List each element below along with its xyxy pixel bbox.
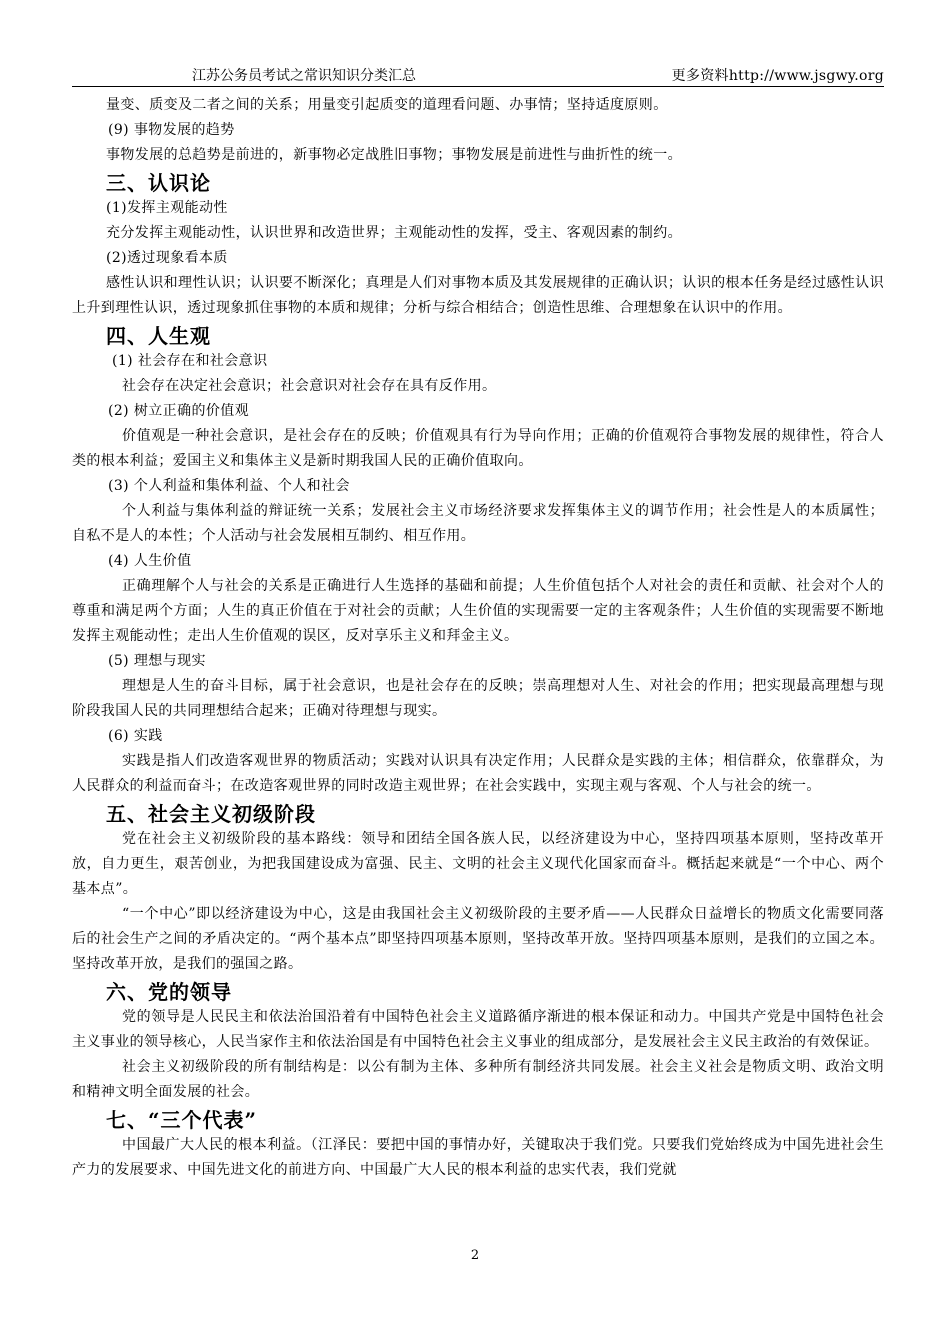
subheading: (3) 个人利益和集体利益、个人和社会 [108,478,350,494]
section-heading: 七、“三个代表” [106,1108,258,1132]
page-header [72,64,884,87]
paragraph: 感性认识和理性认识；认识要不断深化；真理是人们对事物本质及其发展规律的正确认识；认识的根本任务是经过感性认识上升到理性认识，透过现象抓住事物的本质和规律；分析与综合相结合；创造性思维、合理想象在认识中的作用。 [72,275,884,316]
subheading: (4) 人生价值 [108,553,192,569]
section-heading: 五、社会主义初级阶段 [106,802,316,826]
paragraph: 实践是指人们改造客观世界的物质活动；实践对认识具有决定作用；人民群众是实践的主体；相信群众，依靠群众，为人民群众的利益而奋斗；在改造客观世界的同时改造主观世界；在社会实践中，实现主观与客观、个人与社会的统一。 [72,753,884,794]
page-number: 2 [470,1248,480,1263]
paragraph: 社会主义初级阶段的所有制结构是：以公有制为主体、多种所有制经济共同发展。社会主义社会是物质文明、政治文明和精神文明全面发展的社会。 [72,1059,884,1100]
paragraph: 事物发展的总趋势是前进的，新事物必定战胜旧事物；事物发展是前进性与曲折性的统一。 [106,147,682,163]
paragraph: “一个中心”即以经济建设为中心，这是由我国社会主义初级阶段的主要矛盾——人民群众日益增长的物质文化需要同落后的社会生产之间的矛盾决定的。“两个基本点”即坚持四项基本原则，坚持改革开放。坚持四项基本原则，是我们的立国之本。坚持改革开放，是我们的强国之路。 [72,906,884,972]
paragraph: 充分发挥主观能动性，认识世界和改造世界；主观能动性的发挥，受主、客观因素的制约。 [106,225,682,241]
subheading: (1)发挥主观能动性 [106,200,228,216]
section-heading: 四、人生观 [106,324,211,348]
paragraph: 社会存在决定社会意识；社会意识对社会存在具有反作用。 [122,378,497,394]
subheading: (5) 理想与现实 [108,653,206,669]
header-title: 江苏公务员考试之常识知识分类汇总 [192,68,416,84]
paragraph: 正确理解个人与社会的关系是正确进行人生选择的基础和前提；人生价值包括个人对社会的责任和贡献、社会对个人的尊重和满足两个方面；人生的真正价值在于对社会的贡献；人生价值的实现需要一定的主客观条件；人生价值的实现需要不断地发挥主观能动性；走出人生价值观的误区，反对享乐主义和拜金主义。 [72,578,884,644]
section-heading: 六、党的领导 [106,980,232,1004]
paragraph: 中国最广大人民的根本利益。（江泽民：要把中国的事情办好，关键取决于我们党。只要我们党始终成为中国先进社会生产力的发展要求、中国先进文化的前进方向、中国最广大人民的根本利益的忠实代表，我们党就 [72,1137,884,1178]
header-link[interactable]: 更多资料http://www.jsgwy.org [671,68,884,84]
subheading: (1) 社会存在和社会意识 [112,353,268,369]
paragraph: 个人利益与集体利益的辩证统一关系；发展社会主义市场经济要求发挥集体主义的调节作用；社会性是人的本质属性；自私不是人的本性；个人活动与社会发展相互制约、相互作用。 [72,503,884,544]
paragraph: 党在社会主义初级阶段的基本路线：领导和团结全国各族人民，以经济建设为中心，坚持四项基本原则，坚持改革开放，自力更生，艰苦创业，为把我国建设成为富强、民主、文明的社会主义现代化国家而奋斗。概括起来就是“一个中心、两个基本点”。 [72,831,884,897]
subheading: (2) 树立正确的价值观 [108,403,250,419]
section-heading: 三、认识论 [106,171,211,195]
paragraph: 理想是人生的奋斗目标，属于社会意识，也是社会存在的反映；崇高理想对人生、对社会的作用；把实现最高理想与现阶段我国人民的共同理想结合起来；正确对待理想与现实。 [72,678,884,719]
paragraph: 党的领导是人民民主和依法治国沿着有中国特色社会主义道路循序渐进的根本保证和动力。中国共产党是中国特色社会主义事业的领导核心，人民当家作主和依法治国是有中国特色社会主义事业的组成部分，是发展社会主义民主政治的有效保证。 [72,1009,884,1050]
subheading: (9) 事物发展的趋势 [108,122,235,138]
subheading: (6) 实践 [108,728,163,744]
subheading: (2)透过现象看本质 [106,250,228,266]
paragraph: 量变、质变及二者之间的关系；用量变引起质变的道理看问题、办事情；坚持适度原则。 [106,97,668,113]
document-body [72,93,884,1183]
paragraph: 价值观是一种社会意识，是社会存在的反映；价值观具有行为导向作用；正确的价值观符合事物发展的规律性，符合人类的根本利益；爱国主义和集体主义是新时期我国人民的正确价值取向。 [72,428,884,469]
